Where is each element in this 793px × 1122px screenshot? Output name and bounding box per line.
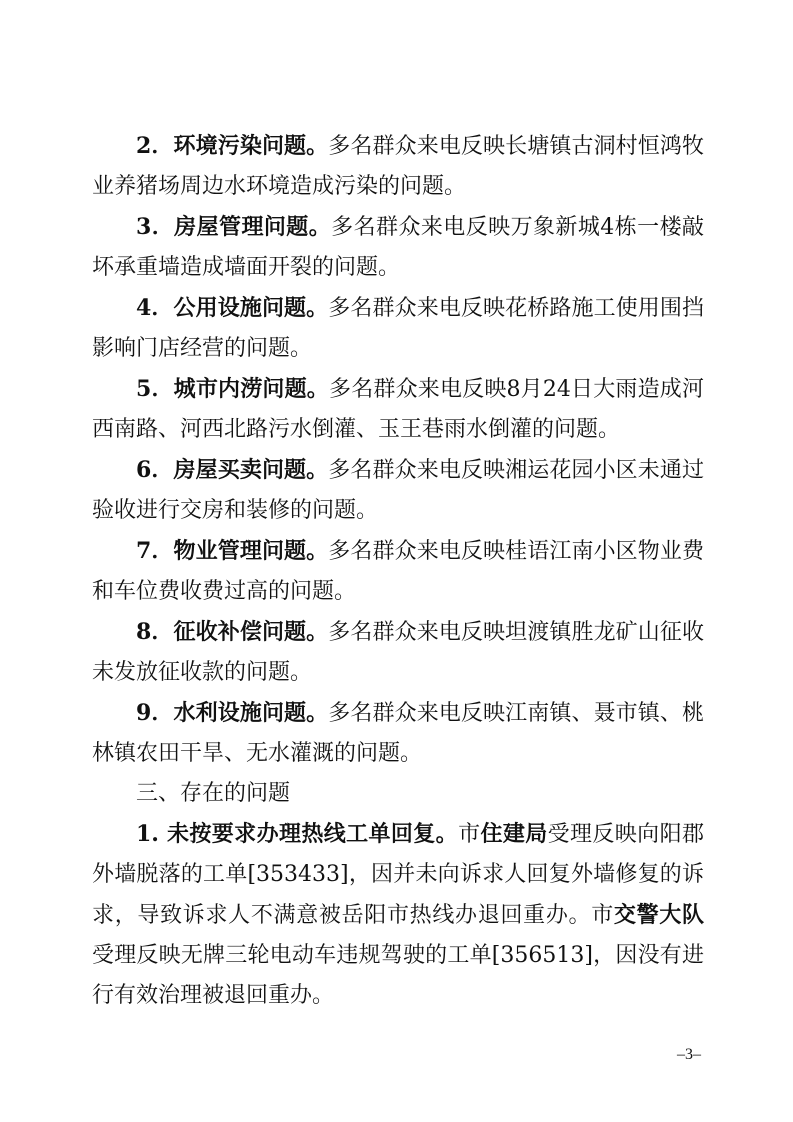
paragraph-item-3: [92, 207, 704, 288]
paragraph-lead: 8．征收补偿问题。: [136, 619, 329, 645]
paragraph-lead: 3．房屋管理问题。: [136, 214, 332, 240]
paragraph-text: 多名群众来电反映江南镇、聂市镇、桃林镇农田干旱、无水灌溉的问题。: [92, 701, 704, 766]
issue-text-3: 受理反映无牌三轮电动车违规驾驶的工单[356513]，因没有进行有效治理被退回重办。: [92, 943, 704, 1008]
issue-lead: 1. 未按要求办理热线工单回复。: [136, 821, 459, 847]
paragraph-item-8: [92, 612, 704, 693]
paragraph-text: 多名群众来电反映8月24日大雨造成河西南路、河西北路污水倒灌、玉王巷雨水倒灌的问题。: [92, 377, 704, 442]
paragraph-item-2: [92, 126, 704, 207]
paragraph-text: 多名群众来电反映湘运花园小区未通过验收进行交房和装修的问题。: [92, 458, 704, 523]
paragraph-item-6: [92, 450, 704, 531]
page-number: –3–: [677, 1046, 701, 1063]
paragraph-item-7: [92, 531, 704, 612]
document-body: [92, 126, 704, 1016]
issue-paragraph-1: [92, 814, 704, 1016]
org-name-1: 住建局: [480, 821, 548, 847]
paragraph-item-5: [92, 369, 704, 450]
paragraph-item-9: [92, 693, 704, 774]
paragraph-item-4: [92, 288, 704, 369]
paragraph-text: 多名群众来电反映花桥路施工使用围挡影响门店经营的问题。: [92, 296, 704, 361]
section-heading: 三、存在的问题: [136, 781, 291, 806]
paragraph-lead: 6．房屋买卖问题。: [136, 457, 329, 483]
paragraph-lead: 4．公用设施问题。: [136, 295, 329, 321]
paragraph-lead: 9．水利设施问题。: [136, 700, 329, 726]
paragraph-text: 多名群众来电反映坦渡镇胜龙矿山征收未发放征收款的问题。: [92, 620, 704, 685]
issue-text-2: 受理反映向阳郡外墙脱落的工单[353433]，因并未向诉求人回复外墙修复的诉求，导致诉求人不满意被岳阳市热线办退回重办。市: [92, 822, 704, 928]
issue-text-1: 市: [458, 822, 481, 847]
paragraph-text: 多名群众来电反映万象新城4栋一楼敲坏承重墙造成墙面开裂的问题。: [92, 215, 704, 280]
paragraph-lead: 5．城市内涝问题。: [136, 376, 329, 402]
paragraph-text: 多名群众来电反映长塘镇古洞村恒鸿牧业养猪场周边水环境造成污染的问题。: [92, 134, 704, 199]
paragraph-lead: 2．环境污染问题。: [136, 133, 329, 159]
paragraph-lead: 7．物业管理问题。: [136, 538, 329, 564]
org-name-2: 交警大队: [613, 902, 704, 928]
paragraph-text: 多名群众来电反映桂语江南小区物业费和车位费收费过高的问题。: [92, 539, 704, 604]
